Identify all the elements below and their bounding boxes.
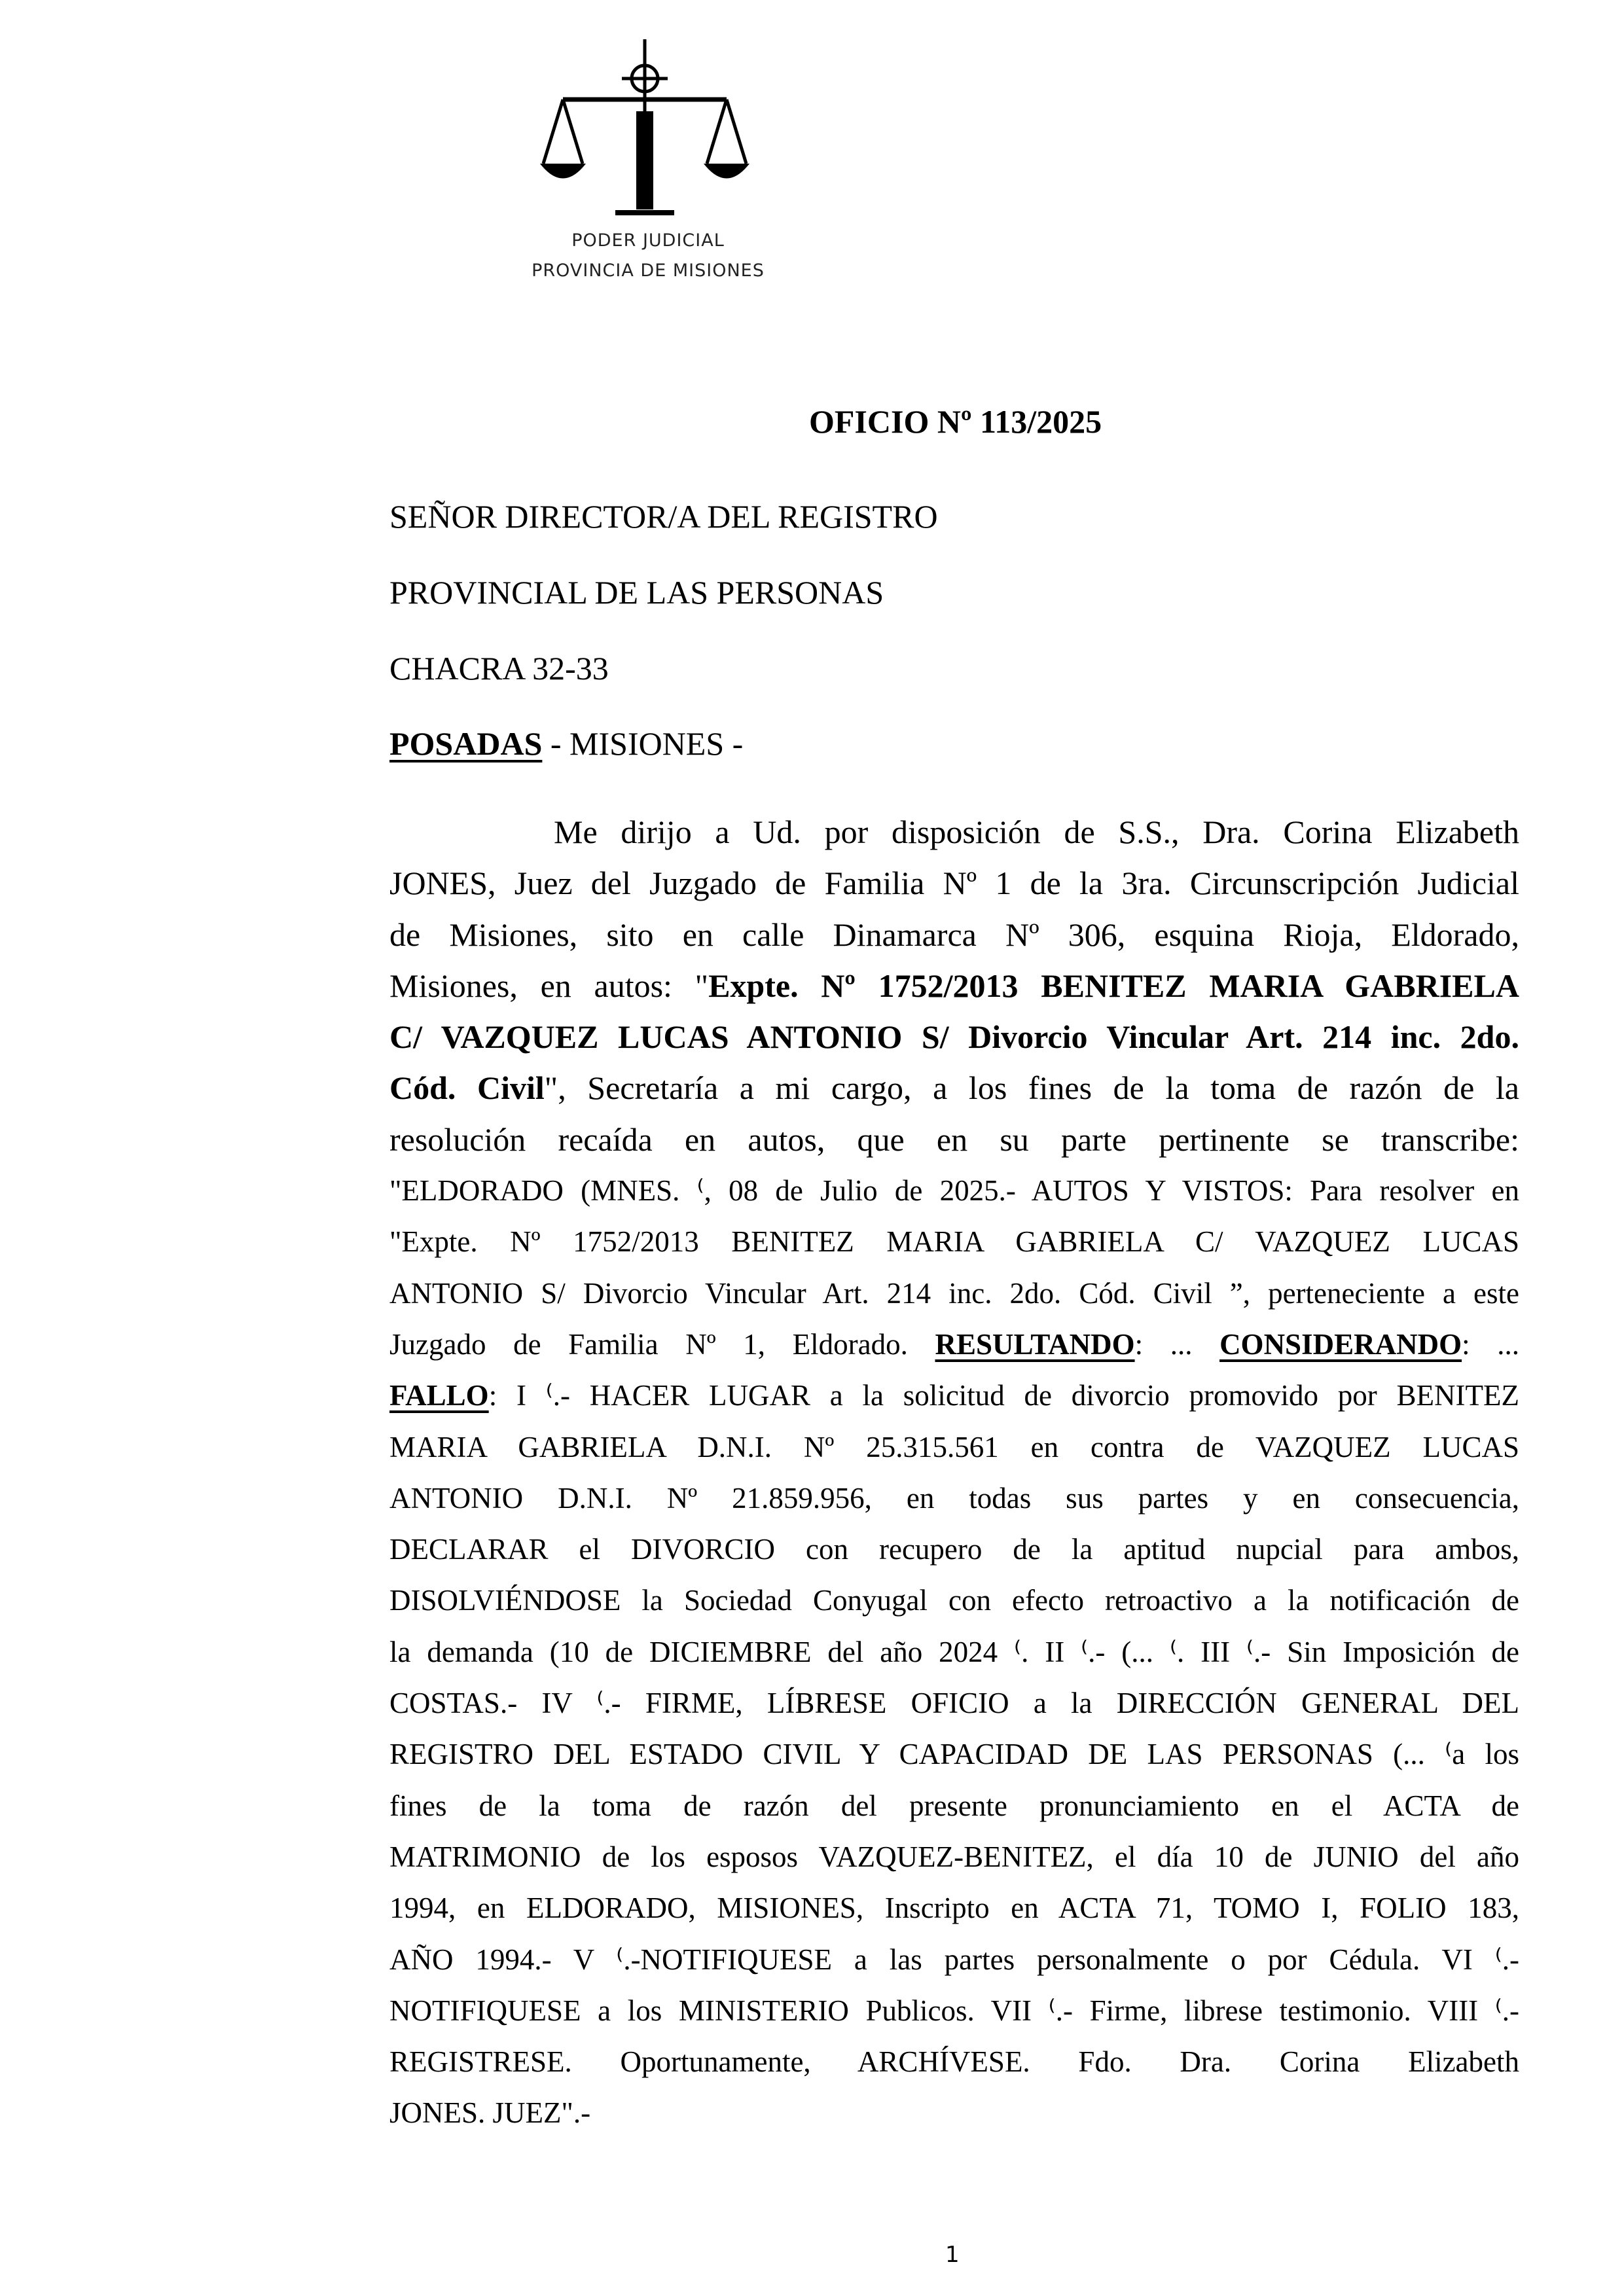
body-line (389, 1780, 1519, 1831)
body-line (389, 2087, 1519, 2138)
body-text: NOTIFIQUESE a los MINISTERIO Publicos. VII ⁽.- Firme, librese testimonio. VIII ⁽.- (389, 1994, 1519, 2027)
scales-of-justice-icon (537, 39, 759, 229)
body-text: Me dirijo a Ud. por disposición de S.S., Dra. Corina Elizabeth (554, 814, 1519, 850)
body-line (389, 1114, 1519, 1165)
body-text: : ... (1462, 1327, 1519, 1361)
body-text: C/ VAZQUEZ LUCAS ANTONIO S/ Divorcio Vincular Art. 214 inc. 2do. (389, 1018, 1519, 1056)
body-text: Cód. Civil (389, 1069, 545, 1107)
body-text: Juzgado de Familia Nº 1, Eldorado. (389, 1327, 935, 1361)
body-text: JONES, Juez del Juzgado de Familia Nº 1 de la 3ra. Circunscripción Judicial (389, 865, 1519, 902)
document-title: OFICIO Nº 113/2025 (809, 403, 1102, 440)
body-text: "Expte. Nº 1752/2013 BENITEZ MARIA GABRIELA C/ VAZQUEZ LUCAS (389, 1225, 1519, 1259)
body-text: Misiones, en autos: " (389, 967, 709, 1004)
body-line (389, 1268, 1519, 1319)
letterhead-line2: PROVINCIA DE MISIONES (532, 260, 765, 281)
body-line (389, 1319, 1519, 1370)
letterhead-line1: PODER JUDICIAL (571, 230, 725, 251)
body-line (389, 1473, 1519, 1524)
recipient-city-line (389, 725, 743, 762)
body-text: "ELDORADO (MNES. ⁽, 08 de Julio de 2025.- AUTOS Y VISTOS: Para resolver en (389, 1174, 1519, 1208)
body-text: Expte. Nº 1752/2013 BENITEZ MARIA GABRIELA (708, 967, 1519, 1004)
body-text: DECLARAR el DIVORCIO con recupero de la aptitud nupcial para ambos, (389, 1533, 1519, 1566)
body-line (389, 1985, 1519, 2036)
body-line (389, 1422, 1519, 1473)
letter-body (389, 806, 1519, 2139)
body-line (389, 2036, 1519, 2087)
body-text: COSTAS.- IV ⁽.- FIRME, LÍBRESE OFICIO a la DIRECCIÓN GENERAL DEL (389, 1687, 1519, 1720)
body-text: MATRIMONIO de los esposos VAZQUEZ-BENITEZ, el día 10 de JUNIO del año (389, 1840, 1519, 1873)
body-text: DISOLVIÉNDOSE la Sociedad Conyugal con efecto retroactivo a la notificación de (389, 1584, 1519, 1617)
body-line (389, 1524, 1519, 1575)
body-text: resolución recaída en autos, que en su parte pertinente se transcribe: (389, 1121, 1519, 1158)
body-line (389, 1677, 1519, 1729)
body-text: REGISTRESE. Oportunamente, ARCHÍVESE. Fdo. Dra. Corina Elizabeth (389, 2045, 1519, 2079)
body-line (389, 806, 1519, 857)
section-heading: RESULTANDO (935, 1327, 1135, 1361)
body-text: fines de la toma de razón del presente pronunciamiento en el ACTA de (389, 1789, 1519, 1822)
section-heading: FALLO (389, 1379, 489, 1412)
body-line (389, 1575, 1519, 1626)
recipient-line3: CHACRA 32-33 (389, 650, 609, 687)
body-text: 1994, en ELDORADO, MISIONES, Inscripto en ACTA 71, TOMO I, FOLIO 183, (389, 1892, 1519, 1925)
body-text: ANTONIO S/ Divorcio Vincular Art. 214 inc. 2do. Cód. Civil ”, perteneciente a este (389, 1276, 1519, 1310)
body-line (389, 1011, 1519, 1062)
body-text: MARIA GABRIELA D.N.I. Nº 25.315.561 en contra de VAZQUEZ LUCAS (389, 1430, 1519, 1463)
body-line (389, 1216, 1519, 1267)
body-line (389, 1882, 1519, 1933)
body-line (389, 909, 1519, 960)
recipient-province: - MISIONES - (542, 725, 744, 762)
body-line (389, 1626, 1519, 1677)
section-heading: CONSIDERANDO (1219, 1327, 1462, 1361)
body-text: REGISTRO DEL ESTADO CIVIL Y CAPACIDAD DE LAS PERSONAS (... ⁽a los (389, 1738, 1519, 1771)
body-text: : ... (1134, 1327, 1220, 1361)
body-line (389, 1370, 1519, 1421)
body-line (389, 1165, 1519, 1216)
body-text: de Misiones, sito en calle Dinamarca Nº 306, esquina Rioja, Eldorado, (389, 916, 1519, 953)
body-text: : I ⁽.- HACER LUGAR a la solicitud de divorcio promovido por BENITEZ (488, 1379, 1519, 1412)
body-line (389, 1831, 1519, 1882)
body-line (389, 857, 1519, 908)
page-number: 1 (945, 2242, 960, 2268)
recipient-city: POSADAS (389, 725, 543, 762)
body-text: la demanda (10 de DICIEMBRE del año 2024 ⁽. II ⁽.- (... ⁽. III ⁽.- Sin Imposición de (389, 1635, 1519, 1668)
body-text: ", Secretaría a mi cargo, a los fines de la toma de razón de la (544, 1069, 1519, 1107)
body-line (389, 1934, 1519, 1985)
body-line (389, 1729, 1519, 1780)
letterhead (511, 39, 785, 288)
body-text: ANTONIO D.N.I. Nº 21.859.956, en todas sus partes y en consecuencia, (389, 1481, 1519, 1515)
body-text: AÑO 1994.- V ⁽.-NOTIFIQUESE a las partes personalmente o por Cédula. VI ⁽.- (389, 1943, 1519, 1976)
recipient-line2: PROVINCIAL DE LAS PERSONAS (389, 574, 884, 611)
body-line (389, 960, 1519, 1011)
body-line (389, 1062, 1519, 1113)
body-text: JONES. JUEZ".- (389, 2096, 591, 2130)
recipient-line1: SEÑOR DIRECTOR/A DEL REGISTRO (389, 498, 938, 535)
